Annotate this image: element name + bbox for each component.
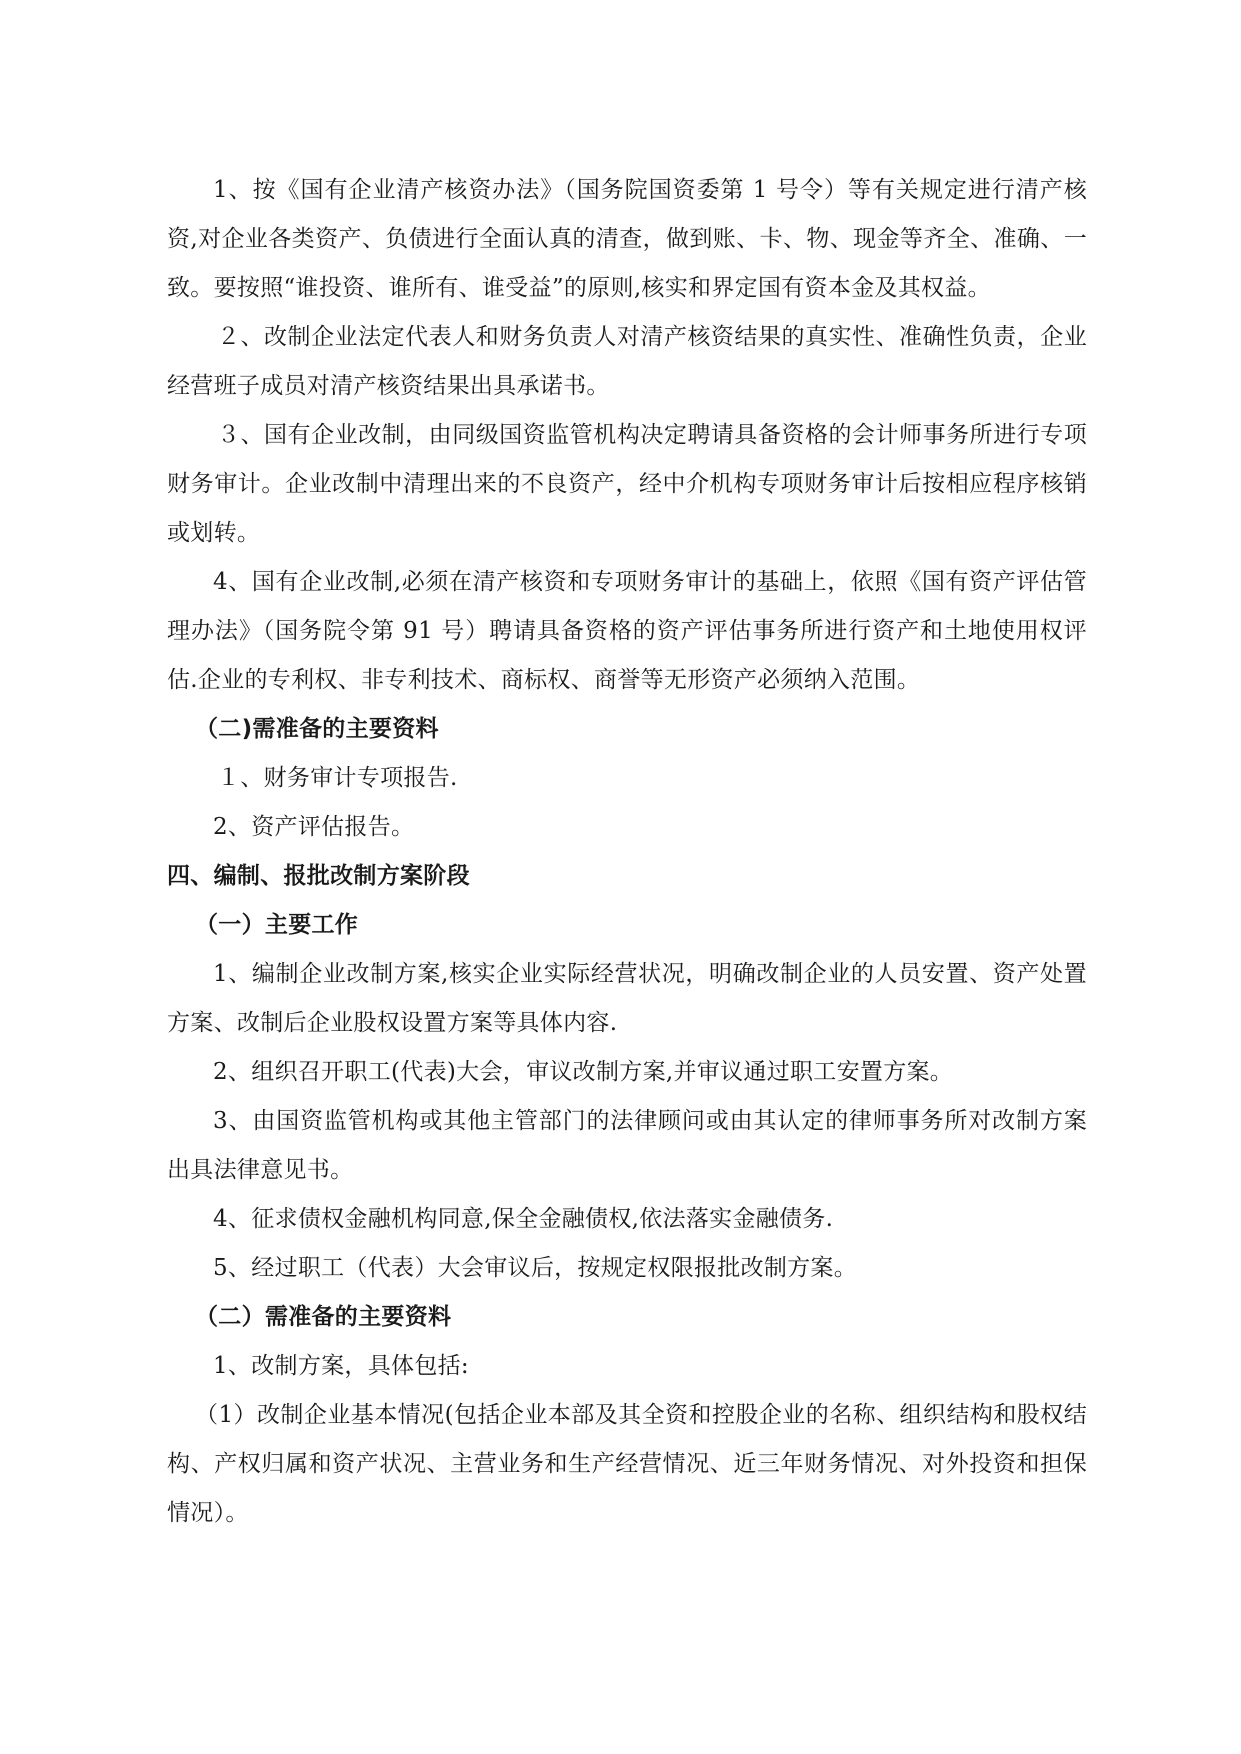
list-item-basic-situation: （1）改制企业基本情况(包括企业本部及其全资和控股企业的名称、组织结构和股权结构、产权归属和资产状况、主营业务和生产经营情况、近三年财务情况、对外投资和担保情况）。 — [167, 1402, 1087, 1526]
paragraph-creditor-consent: 4、征求债权金融机构同意,保全金融债权,依法落实金融债务. — [213, 1206, 834, 1232]
paragraph-staff-congress: 2、组织召开职工(代表)大会，审议改制方案,并审议通过职工安置方案。 — [213, 1059, 954, 1085]
paragraph-financial-audit: ３、国有企业改制，由同级国资监管机构决定聘请具备资格的会计师事务所进行专项财务审计。企业改制中清理出来的不良资产，经中介机构专项财务审计后按相应程序核销或划转。 — [167, 422, 1087, 546]
section-heading-plan-stage: 四、编制、报批改制方案阶段 — [167, 863, 470, 889]
paragraph-plan-approval: 5、经过职工（代表）大会审议后，按规定权限报批改制方案。 — [213, 1255, 858, 1281]
list-item-evaluation-report: 2、资产评估报告。 — [213, 814, 415, 840]
document-body — [167, 166, 1087, 1538]
subheading-main-work: （一）主要工作 — [195, 912, 359, 938]
paragraph-compile-plan: 1、编制企业改制方案,核实企业实际经营状况，明确改制企业的人员安置、资产处置方案、改制后企业股权设置方案等具体内容. — [167, 961, 1087, 1036]
list-item-audit-report: １、财务审计专项报告. — [217, 765, 458, 791]
paragraph-legal-representative: ２、改制企业法定代表人和财务负责人对清产核资结果的真实性、准确性负责，企业经营班子成员对清产核资结果出具承诺书。 — [167, 324, 1087, 399]
paragraph-asset-verification: 1、按《国有企业清产核资办法》（国务院国资委第 1 号令）等有关规定进行清产核资,对企业各类资产、负债进行全面认真的清查，做到账、卡、物、现金等齐全、准确、一致。要按照“谁投资、谁所有、谁受益”的原则,核实和界定国有资本金及其权益。 — [167, 177, 1087, 301]
subheading-required-materials-2: （二）需准备的主要资料 — [195, 1304, 452, 1330]
paragraph-asset-evaluation: 4、国有企业改制,必须在清产核资和专项财务审计的基础上，依照《国有资产评估管理办法》（国务院令第 91 号）聘请具备资格的资产评估事务所进行资产和土地使用权评估.企业的专利权、非专利技术、商标权、商誉等无形资产必须纳入范围。 — [167, 569, 1087, 693]
list-item-restructuring-plan: 1、改制方案，具体包括: — [213, 1353, 469, 1379]
paragraph-legal-opinion: 3、由国资监管机构或其他主管部门的法律顾问或由其认定的律师事务所对改制方案出具法律意见书。 — [167, 1108, 1087, 1183]
subheading-required-materials-1: （二)需准备的主要资料 — [195, 716, 439, 742]
